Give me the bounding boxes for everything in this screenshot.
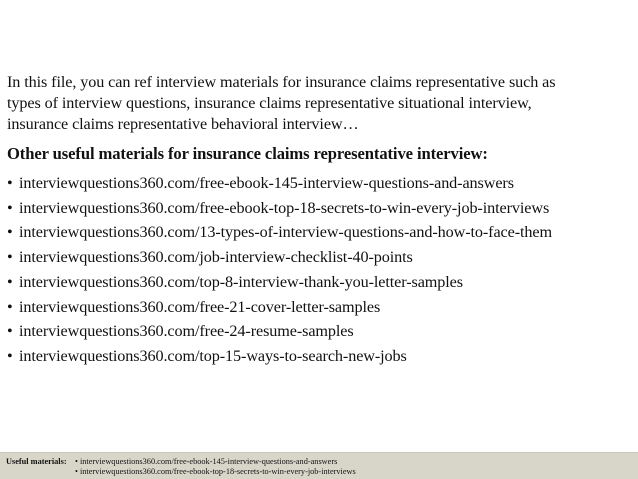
intro-line-2: types of interview questions, insurance claims representative situational interview,	[7, 94, 532, 112]
intro-line-3: insurance claims representative behavioral interview…	[7, 115, 359, 133]
materials-link-text[interactable]: interviewquestions360.com/free-21-cover-letter-samples	[19, 297, 381, 316]
bullet-icon: •	[7, 223, 13, 242]
intro-paragraph	[7, 72, 631, 135]
bullet-icon: •	[7, 322, 13, 341]
materials-link-text[interactable]: interviewquestions360.com/free-ebook-top-18-secrets-to-win-every-job-interviews	[19, 198, 550, 217]
materials-link-item[interactable]	[7, 295, 631, 320]
materials-link-item[interactable]	[7, 245, 631, 270]
bullet-icon: •	[7, 198, 13, 217]
bullet-icon: •	[7, 297, 13, 316]
materials-link-text[interactable]: interviewquestions360.com/top-15-ways-to-search-new-jobs	[19, 346, 407, 365]
slide-content	[7, 72, 631, 369]
footer-link-list	[75, 457, 356, 477]
materials-heading: Other useful materials for insurance claims representative interview:	[7, 144, 488, 163]
bullet-icon: •	[7, 346, 13, 365]
bullet-icon: •	[7, 174, 13, 192]
footer-label: Useful materials:	[6, 457, 67, 466]
materials-link-text[interactable]: interviewquestions360.com/13-types-of-interview-questions-and-how-to-face-them	[19, 223, 552, 242]
materials-link-text[interactable]: interviewquestions360.com/free-24-resume-samples	[19, 322, 354, 341]
bullet-icon: •	[7, 248, 13, 267]
footer-link-item[interactable]: • interviewquestions360.com/free-ebook-top-18-secrets-to-win-every-job-interviews	[75, 467, 356, 476]
materials-link-item[interactable]	[7, 344, 631, 369]
materials-link-item[interactable]	[7, 171, 631, 196]
materials-link-item[interactable]	[7, 319, 631, 344]
materials-link-item[interactable]	[7, 196, 631, 221]
bullet-icon: •	[7, 272, 13, 291]
materials-link-text[interactable]: interviewquestions360.com/job-interview-checklist-40-points	[19, 248, 413, 267]
materials-link-item[interactable]	[7, 270, 631, 295]
materials-link-text[interactable]: interviewquestions360.com/top-8-interview-thank-you-letter-samples	[19, 272, 463, 291]
footer-bar	[0, 452, 638, 479]
footer-link-item[interactable]: • interviewquestions360.com/free-ebook-145-interview-questions-and-answers	[75, 457, 338, 466]
intro-line-1: In this file, you can ref interview materials for insurance claims representative such as	[7, 73, 556, 91]
materials-link-text[interactable]: interviewquestions360.com/free-ebook-145-interview-questions-and-answers	[19, 174, 514, 192]
materials-link-list	[7, 171, 631, 369]
materials-link-item[interactable]	[7, 220, 631, 245]
